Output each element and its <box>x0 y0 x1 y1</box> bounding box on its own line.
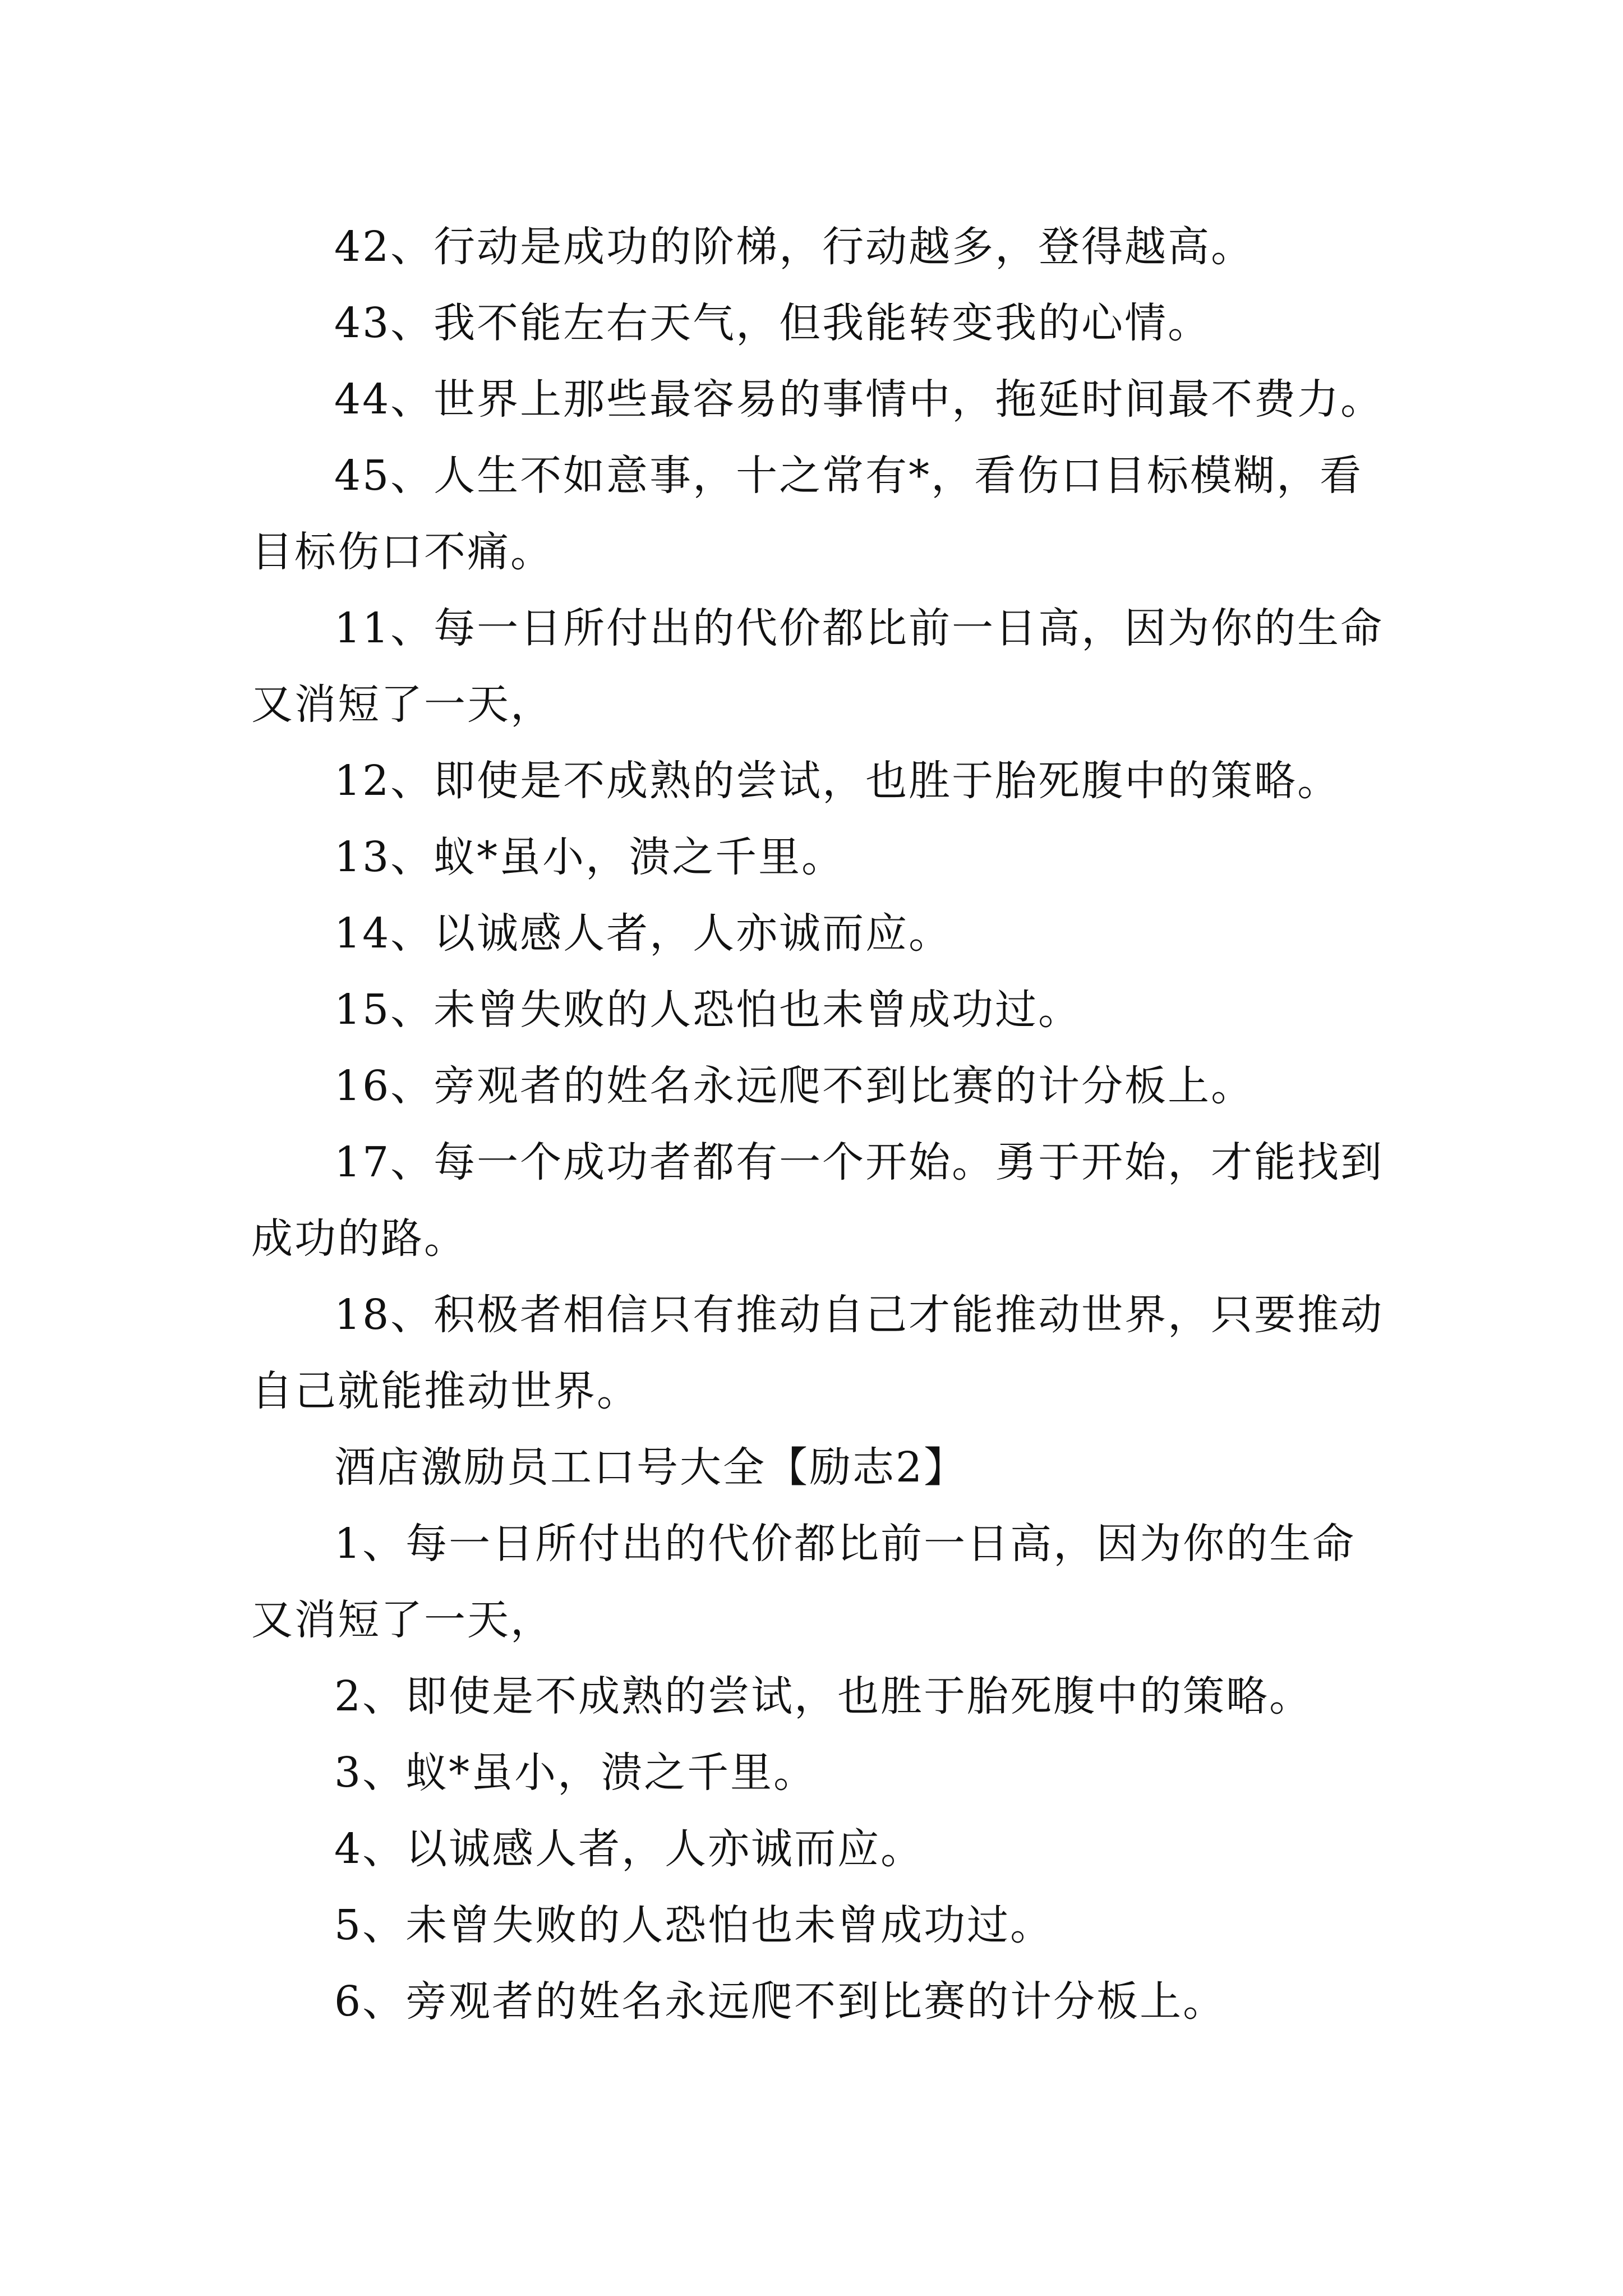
paragraph: 4、以诚感人者，人亦诚而应。 <box>334 1825 924 1873</box>
paragraph: 12、即使是不成熟的尝试，也胜于胎死腹中的策略。 <box>334 757 1341 805</box>
paragraph: 11、每一日所付出的代价都比前一日高，因为你的生命又消短了一天， <box>251 604 1384 729</box>
document-body <box>251 209 1390 2040</box>
paragraph: 13、蚁*虽小，溃之千里。 <box>334 833 845 881</box>
paragraph: 5、未曾失败的人恐怕也未曾成功过。 <box>334 1901 1054 1949</box>
paragraph: 18、积极者相信只有推动自己才能推动世界，只要推动自己就能推动世界。 <box>251 1291 1384 1415</box>
paragraph: 44、世界上那些最容易的事情中，拖延时间最不费力。 <box>334 375 1384 424</box>
paragraph: 3、蚁*虽小，溃之千里。 <box>334 1749 817 1797</box>
paragraph: 15、未曾失败的人恐怕也未曾成功过。 <box>334 986 1082 1034</box>
paragraph: 16、旁观者的姓名永远爬不到比赛的计分板上。 <box>334 1062 1255 1110</box>
paragraph: 14、以诚感人者，人亦诚而应。 <box>334 909 952 958</box>
paragraph: 42、行动是成功的阶梯，行动越多，登得越高。 <box>334 223 1255 271</box>
paragraph: 1、每一日所付出的代价都比前一日高，因为你的生命又消短了一天， <box>251 1520 1356 1644</box>
paragraph: 6、旁观者的姓名永远爬不到比赛的计分板上。 <box>334 1977 1227 2026</box>
paragraph: 17、每一个成功者都有一个开始。勇于开始，才能找到成功的路。 <box>251 1138 1384 1263</box>
paragraph: 43、我不能左右天气，但我能转变我的心情。 <box>334 299 1211 347</box>
section-heading: 酒店激励员工口号大全【励志2】 <box>334 1443 967 1492</box>
paragraph: 2、即使是不成熟的尝试，也胜于胎死腹中的策略。 <box>334 1672 1313 1720</box>
paragraph: 45、人生不如意事，十之常有*，看伤口目标模糊，看目标伤口不痛。 <box>251 452 1363 576</box>
